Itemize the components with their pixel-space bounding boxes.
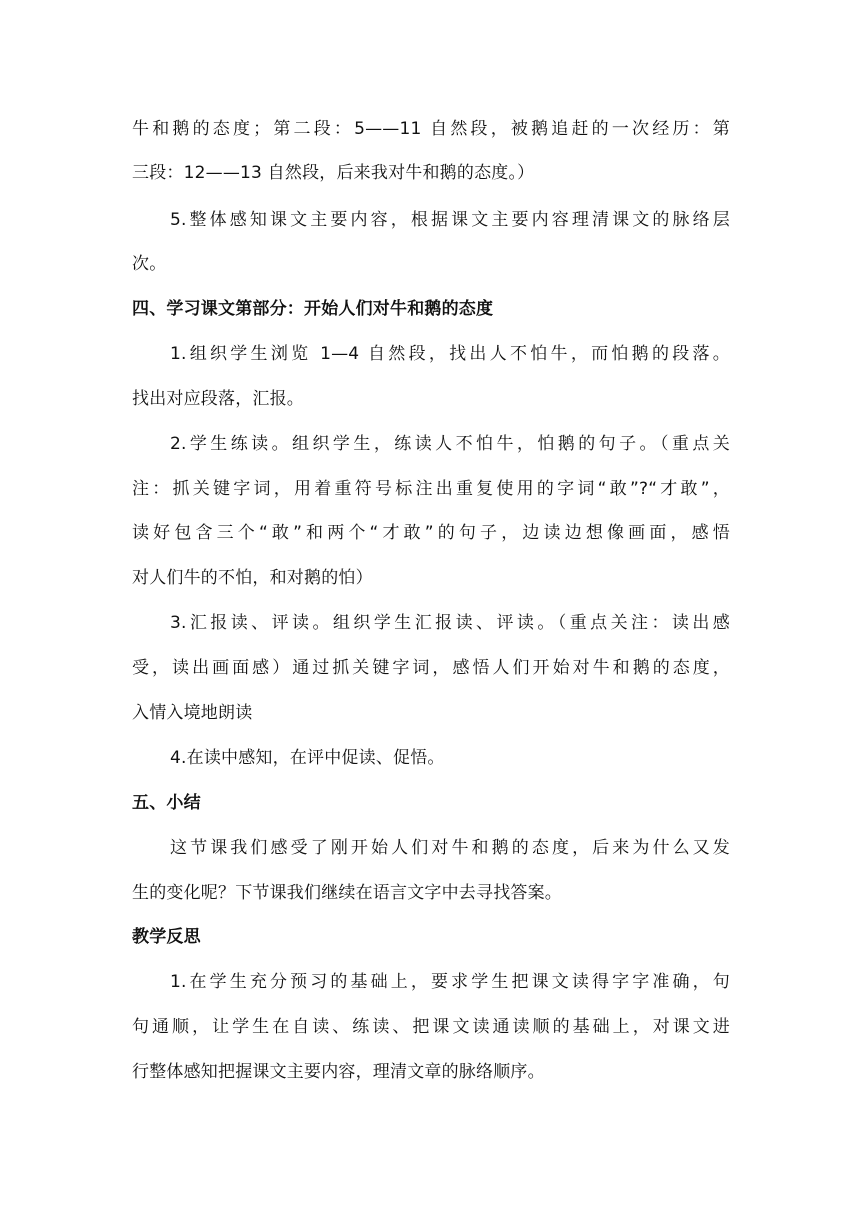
paragraph-line: 生的变化呢？下节课我们继续在语言文字中去寻找答案。 — [132, 883, 562, 903]
paragraph-line: 1.在学生充分预习的基础上，要求学生把课文读得字字准确，句 — [170, 972, 730, 992]
paragraph-line: 受，读出画面感）通过抓关键字词，感悟人们开始对牛和鹅的态度， — [132, 658, 730, 678]
paragraph-line: 句通顺，让学生在自读、练读、把课文读通读顺的基础上，对课文进 — [132, 1017, 730, 1037]
paragraph-line: 对人们牛的不怕，和对鹅的怕） — [132, 568, 373, 588]
paragraph-line: 4.在读中感知，在评中促读、促悟。 — [170, 748, 445, 768]
section-heading: 四、学习课文第部分：开始人们对牛和鹅的态度 — [132, 299, 494, 319]
paragraph-line: 2.学生练读。组织学生，练读人不怕牛，怕鹅的句子。（重点关 — [170, 434, 730, 454]
section-heading: 教学反思 — [132, 927, 201, 947]
section-heading: 五、小结 — [132, 793, 201, 813]
paragraph-line: 注：抓关键字词，用着重符号标注出重复使用的字词“敢”?“才敢”， — [132, 479, 730, 499]
paragraph-line: 行整体感知把握课文主要内容，理清文章的脉络顺序。 — [132, 1062, 545, 1082]
paragraph-line: 3.汇报读、评读。组织学生汇报读、评读。（重点关注：读出感 — [170, 613, 730, 633]
paragraph-line: 次。 — [132, 254, 167, 274]
paragraph-line: 牛和鹅的态度；第二段：5——11 自然段，被鹅追赶的一次经历：第 — [132, 119, 730, 139]
paragraph-line: 1.组织学生浏览 1—4 自然段，找出人不怕牛，而怕鹅的段落。 — [170, 344, 730, 364]
paragraph-line: 三段：12——13 自然段，后来我对牛和鹅的态度。） — [132, 163, 535, 183]
paragraph-line: 这节课我们感受了刚开始人们对牛和鹅的态度，后来为什么又发 — [170, 838, 730, 858]
paragraph-line: 5.整体感知课文主要内容，根据课文主要内容理清课文的脉络层 — [170, 210, 730, 230]
paragraph-line: 读好包含三个“敢”和两个“才敢”的句子，边读边想像画面，感悟 — [132, 523, 730, 543]
paragraph-line: 入情入境地朗读 — [132, 703, 253, 723]
paragraph-line: 找出对应段落，汇报。 — [132, 389, 304, 409]
